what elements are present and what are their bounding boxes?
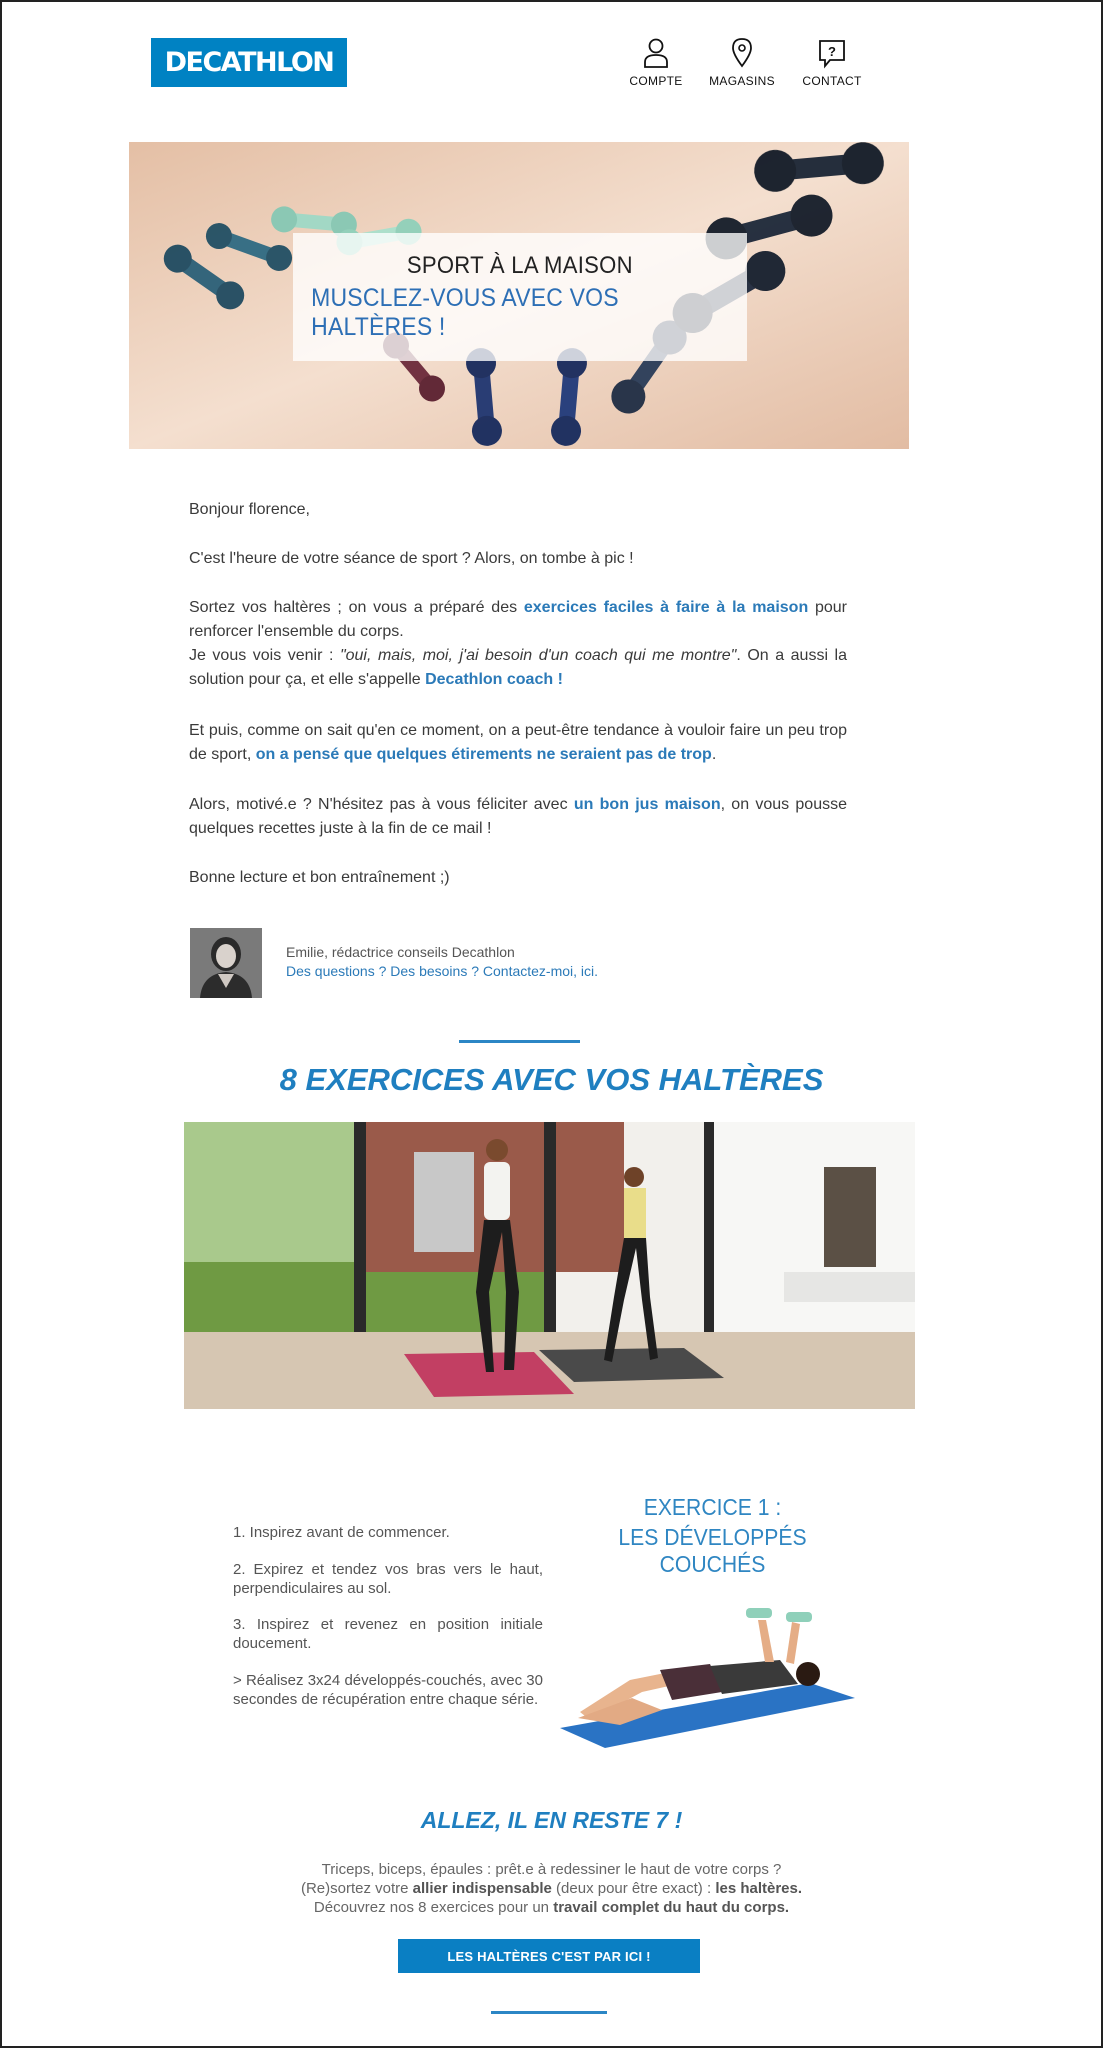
text: pour renforcer l'ensemble du corps. — [189, 599, 848, 640]
nav-magasins[interactable] — [697, 36, 787, 88]
question-bubble-icon — [817, 36, 847, 70]
nav-compte[interactable] — [611, 36, 701, 88]
bold-text: les haltères. — [715, 1880, 803, 1897]
divider — [459, 1040, 580, 1043]
promo-line1: Triceps, biceps, épaules : prêt.e à redessiner le haut de votre corps ? — [321, 1861, 782, 1878]
text: Et puis, comme on sait qu'en ce moment, on a peut-être tendance à vouloir faire un peu trop de sport, — [189, 722, 847, 763]
exercise-title-l2: LES DÉVELOPPÉS COUCHÉS — [618, 1524, 807, 1577]
intro-p1: C'est l'heure de votre séance de sport ? Alors, on tombe à pic ! — [189, 550, 634, 567]
contact-link[interactable]: Des questions ? Des besoins ? Contactez-moi, ici. — [286, 963, 599, 979]
link-decathlon-coach[interactable]: Decathlon coach ! — [425, 671, 563, 688]
exercise-step-1: 1. Inspirez avant de commencer. — [233, 1524, 450, 1541]
intro-p3 — [189, 719, 847, 767]
author-avatar — [190, 928, 262, 998]
hero-text-box — [293, 233, 747, 361]
decathlon-logo[interactable]: DECATHLON — [151, 38, 347, 87]
bottom-divider — [491, 2011, 607, 2014]
location-pin-icon — [727, 36, 757, 70]
text: Je vous vois venir : — [189, 647, 340, 664]
hero-banner[interactable] — [129, 142, 909, 449]
text: Alors, motivé.e ? N'hésitez pas à vous féliciter avec — [189, 796, 574, 813]
nav-magasins-label: MAGASINS — [709, 74, 775, 88]
text: . — [711, 746, 717, 763]
nav-contact-label: CONTACT — [802, 74, 862, 88]
intro-p2 — [189, 596, 847, 692]
promo-line2 — [0, 1879, 1103, 1898]
bold-text: allier indispensable — [412, 1880, 552, 1897]
promo-line3 — [0, 1898, 1103, 1917]
promo-title: ALLEZ, IL EN RESTE 7 ! — [420, 1807, 683, 1833]
bold-text: travail complet du haut du corps. — [553, 1899, 790, 1916]
link-exercices[interactable]: exercices faciles à faire à la maison — [523, 599, 809, 616]
nav-compte-label: COMPTE — [629, 74, 683, 88]
text: Sortez vos haltères ; on vous a préparé des — [189, 599, 524, 616]
women-exercising-illustration — [184, 1122, 915, 1409]
hero-line2: MUSCLEZ-VOUS AVEC VOS HALTÈRES ! — [311, 284, 619, 341]
text: Découvrez nos 8 exercices pour un — [313, 1899, 554, 1916]
exercise-step-3: 3. Inspirez et revenez en position initiale doucement. — [233, 1616, 543, 1652]
section-title: 8 EXERCICES AVEC VOS HALTÈRES — [279, 1062, 824, 1097]
avatar-illustration — [190, 928, 262, 998]
text: , on vous pousse quelques recettes juste à la fin de ce mail ! — [189, 796, 848, 837]
intro-p4 — [189, 793, 847, 841]
hero-line1: SPORT À LA MAISON — [406, 252, 633, 279]
user-icon — [641, 36, 671, 70]
nav-contact[interactable] — [787, 36, 877, 88]
intro-p5: Bonne lecture et bon entraînement ;) — [189, 869, 450, 886]
link-jus-maison[interactable]: un bon jus maison — [573, 796, 721, 813]
bench-press-illustration — [560, 1600, 860, 1750]
svg-text:?: ? — [828, 44, 836, 59]
text: (deux pour être exact) : — [551, 1880, 716, 1897]
text: (Re)sortez votre — [300, 1880, 413, 1897]
exercise-photo[interactable] — [184, 1122, 915, 1409]
text: . On a aussi la solution pour ça, et elle s'appelle — [189, 647, 847, 688]
exercise-step-4: > Réalisez 3x24 développés-couchés, avec 30 secondes de récupération entre chaque série. — [233, 1672, 543, 1708]
quote: "oui, mais, moi, j'ai besoin d'un coach qui me montre" — [339, 647, 737, 664]
cta-button[interactable]: LES HALTÈRES C'EST PAR ICI ! — [398, 1939, 700, 1973]
exercise-title-l1: EXERCICE 1 : — [643, 1494, 782, 1520]
exercise-step-2: 2. Expirez et tendez vos bras vers le haut, perpendiculaires au sol. — [233, 1561, 543, 1597]
link-etirements[interactable]: on a pensé que quelques étirements ne seraient pas de trop — [255, 746, 712, 763]
greeting: Bonjour florence, — [189, 501, 310, 518]
author-name: Emilie, rédactrice conseils Decathlon — [286, 944, 515, 960]
